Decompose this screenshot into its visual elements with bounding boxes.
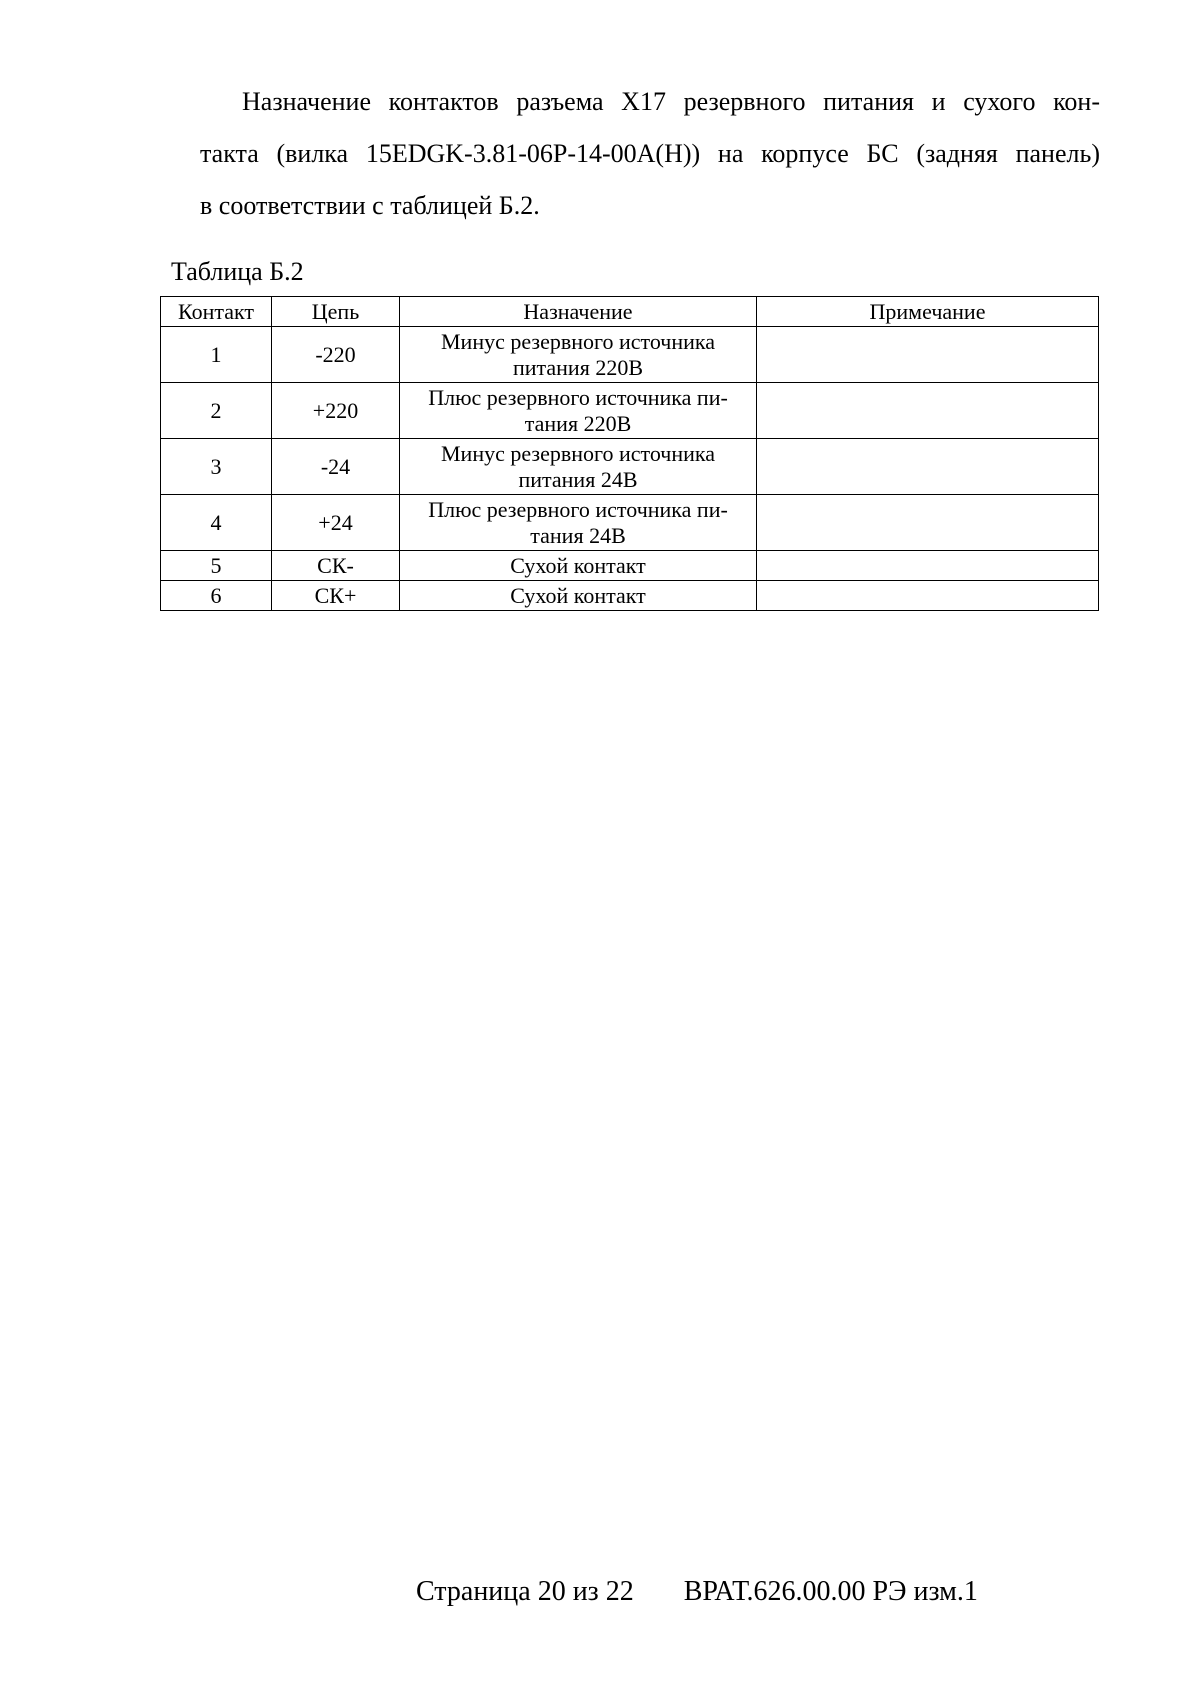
cell-purpose xyxy=(400,383,757,439)
table-caption: Таблица Б.2 xyxy=(171,257,304,286)
cell-purpose: Сухой контакт xyxy=(400,581,757,611)
table-row xyxy=(161,383,1099,439)
cell-circuit: -220 xyxy=(272,327,400,383)
cell-circuit: -24 xyxy=(272,439,400,495)
table-header-row xyxy=(161,297,1099,327)
purpose-line-1: Плюс резервного источника пи- xyxy=(428,384,728,410)
document-id: ВРАТ.626.00.00 РЭ изм.1 xyxy=(683,1576,978,1607)
table-row xyxy=(161,439,1099,495)
purpose-line-2: тания 24В xyxy=(530,522,626,548)
table-row xyxy=(161,551,1099,581)
header-contact: Контакт xyxy=(161,297,272,327)
page-number: Страница 20 из 22 xyxy=(416,1576,634,1607)
cell-contact: 6 xyxy=(161,581,272,611)
header-purpose: Назначение xyxy=(400,297,757,327)
cell-contact: 2 xyxy=(161,383,272,439)
header-note: Примечание xyxy=(757,297,1099,327)
table-row xyxy=(161,581,1099,611)
cell-circuit: СК- xyxy=(272,551,400,581)
cell-circuit: +220 xyxy=(272,383,400,439)
cell-note xyxy=(757,439,1099,495)
cell-purpose xyxy=(400,439,757,495)
paragraph-line-3: в соответствии с таблицей Б.2. xyxy=(200,191,540,220)
cell-note xyxy=(757,383,1099,439)
cell-note xyxy=(757,495,1099,551)
cell-contact: 5 xyxy=(161,551,272,581)
cell-purpose xyxy=(400,327,757,383)
table-row xyxy=(161,327,1099,383)
page-footer xyxy=(416,1574,978,1610)
header-circuit: Цепь xyxy=(272,297,400,327)
cell-contact: 1 xyxy=(161,327,272,383)
purpose-line-1: Минус резервного источника xyxy=(440,328,716,354)
cell-contact: 3 xyxy=(161,439,272,495)
cell-contact: 4 xyxy=(161,495,272,551)
cell-purpose: Сухой контакт xyxy=(400,551,757,581)
cell-circuit: +24 xyxy=(272,495,400,551)
cell-note xyxy=(757,581,1099,611)
paragraph-line-2: такта (вилка 15EDGK-3.81-06P-14-00A(H)) на корпусе БС (задняя панель) xyxy=(200,139,1100,168)
purpose-line-1: Плюс резервного источника пи- xyxy=(428,496,728,522)
purpose-line-1: Минус резервного источника xyxy=(440,440,716,466)
purpose-line-2: питания 220В xyxy=(512,354,644,380)
purpose-line-2: питания 24В xyxy=(518,466,638,492)
cell-purpose xyxy=(400,495,757,551)
purpose-line-2: тания 220В xyxy=(524,410,632,436)
paragraph-line-1: Назначение контактов разъема X17 резервного питания и сухого кон- xyxy=(242,87,1100,116)
contacts-table xyxy=(160,296,1099,611)
cell-note xyxy=(757,327,1099,383)
intro-paragraph xyxy=(200,76,1100,232)
cell-note xyxy=(757,551,1099,581)
table-row xyxy=(161,495,1099,551)
cell-circuit: СК+ xyxy=(272,581,400,611)
